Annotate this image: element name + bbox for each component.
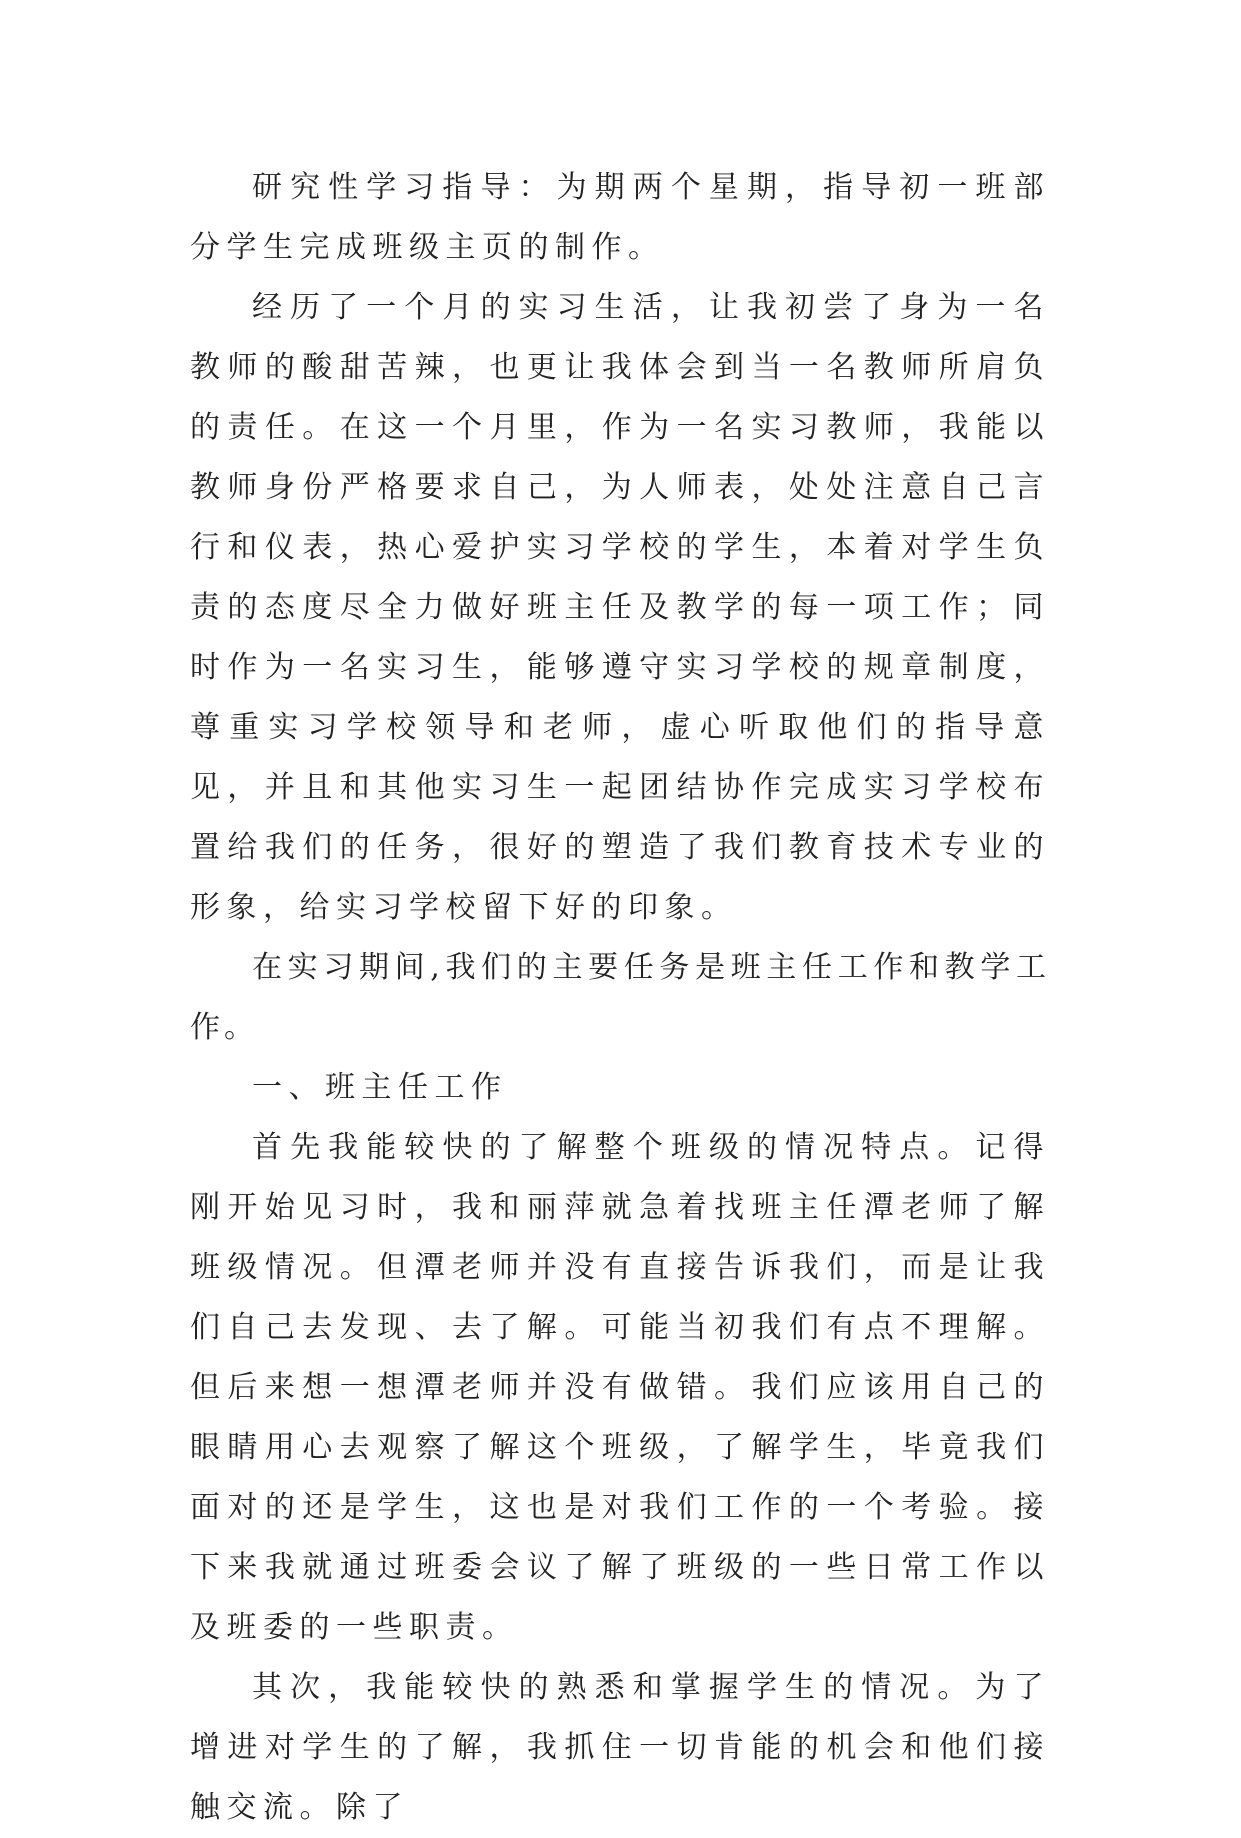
paragraph-main-tasks: 在实习期间,我们的主要任务是班主任工作和教学工作。	[190, 950, 1050, 1045]
paragraph-internship-summary: 经历了一个月的实习生活，让我初尝了身为一名教师的酸甜苦辣，也更让我体会到当一名教师所肩负的责任。在这一个月里，作为一名实习教师，我能以教师身份严格要求自己，为人师表，处处注意自己言行和仪表，热心爱护实习学校的学生，本着对学生负责的态度尽全力做好班主任及教学的每一项工作；同时作为一名实习生，能够遵守实习学校的规章制度，尊重实习学校领导和老师，虚心听取他们的指导意见，并且和其他实习生一起团结协作完成实习学校布置给我们的任务，很好的塑造了我们教育技术专业的形象，给实习学校留下好的印象。	[190, 290, 1050, 925]
paragraph-research-guidance: 研究性学习指导：为期两个星期，指导初一班部分学生完成班级主页的制作。	[190, 170, 1050, 265]
section-heading-class-teacher-work: 一、班主任工作	[252, 1070, 508, 1105]
body-text	[190, 158, 1050, 1838]
paragraph-student-familiarity: 其次，我能较快的熟悉和掌握学生的情况。为了增进对学生的了解，我抓住一切肯能的机会和他们接触交流。除了	[190, 1670, 1050, 1825]
paragraph-class-overview: 首先我能较快的了解整个班级的情况特点。记得刚开始见习时，我和丽萍就急着找班主任潭老师了解班级情况。但潭老师并没有直接告诉我们，而是让我们自己去发现、去了解。可能当初我们有点不理解。但后来想一想潭老师并没有做错。我们应该用自己的眼睛用心去观察了解这个班级，了解学生，毕竟我们面对的还是学生，这也是对我们工作的一个考验。接下来我就通过班委会议了解了班级的一些日常工作以及班委的一些职责。	[190, 1130, 1050, 1645]
